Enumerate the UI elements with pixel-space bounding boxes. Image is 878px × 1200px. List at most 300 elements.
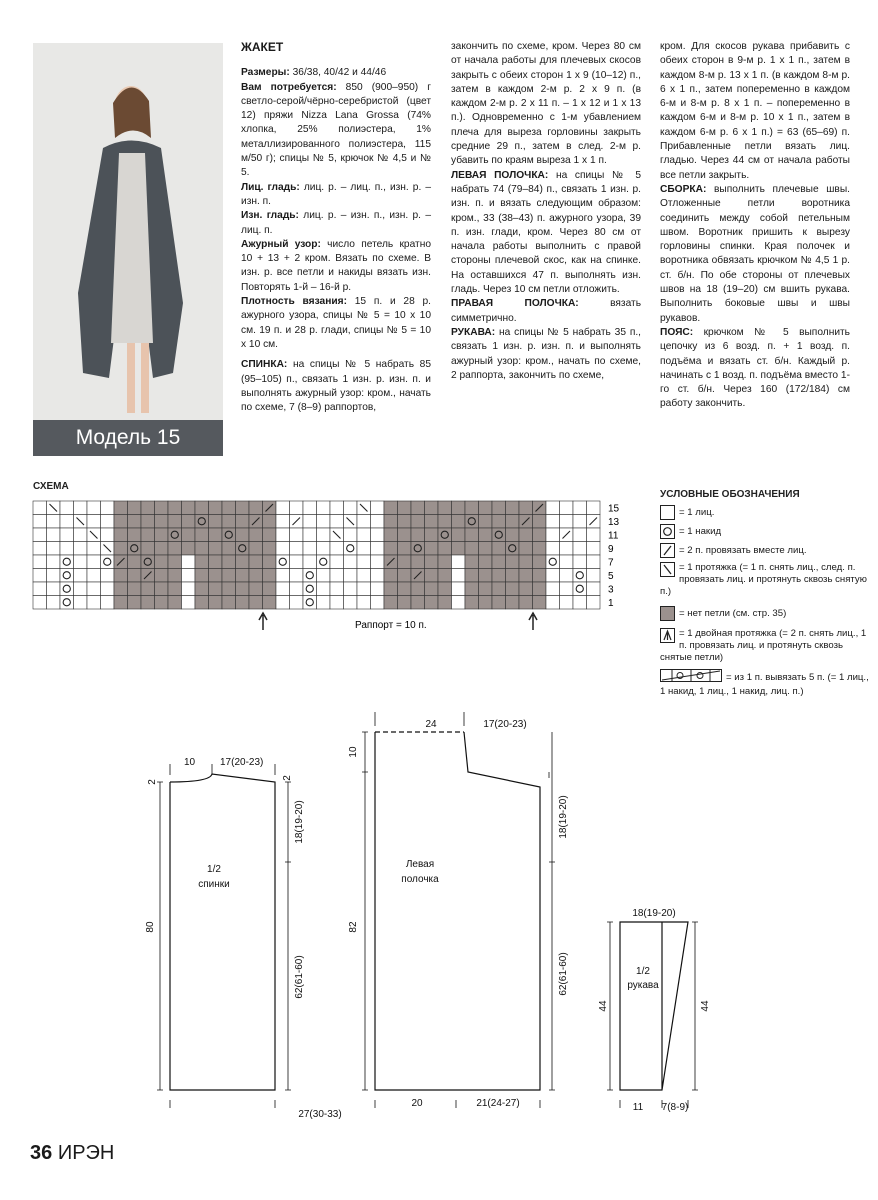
chart-cell-no-stitch	[438, 515, 452, 529]
sleeve-right-dim: 44	[700, 1000, 711, 1012]
back-top-right-dim: 17(20-23)	[220, 757, 264, 768]
chart-cell-no-stitch	[222, 501, 236, 515]
chart-cell	[357, 515, 371, 529]
rev-text: лиц. р. – изн. п., изн. р. – лиц. п.	[241, 210, 431, 236]
chart-cell-no-stitch	[155, 555, 169, 569]
chart-cell-no-stitch	[425, 596, 439, 610]
double-decrease-icon	[660, 628, 675, 643]
chart-cell-no-stitch	[141, 596, 155, 610]
chart-cell-no-stitch	[452, 515, 466, 529]
chart-cell-no-stitch	[236, 569, 250, 583]
front-side-dim: 62(61-60)	[558, 952, 569, 996]
back-top-left-dim: 10	[184, 757, 196, 768]
chart-cell-no-stitch	[519, 542, 533, 556]
chart-cell-no-stitch	[222, 569, 236, 583]
legend-item-no-stitch	[660, 606, 870, 621]
chart-cell	[290, 569, 304, 583]
chart-cell	[546, 555, 560, 569]
chart-cell	[276, 582, 290, 596]
chart-cell	[303, 555, 317, 569]
chart-cell-no-stitch	[492, 501, 506, 515]
legend-item-yo	[660, 524, 870, 539]
chart-cell	[330, 555, 344, 569]
back-label-1: 1/2	[207, 864, 221, 875]
chart-cell-no-stitch	[398, 555, 412, 569]
gauge-text: 15 п. и 28 р. ажурного узора, спицы № 5 = 10 x 10 см. 19 п. и 28 р. глади, спицы № 5 = 10 x 10 см.	[241, 296, 431, 350]
chart-cell	[371, 542, 385, 556]
chart-cell	[290, 542, 304, 556]
assembly-label: СБОРКА:	[660, 183, 707, 195]
chart-cell-no-stitch	[114, 515, 128, 529]
stst-text: лиц. р. – лиц. п., изн. р. – изн. п.	[241, 181, 431, 207]
chart-cell-no-stitch	[533, 596, 547, 610]
chart-cell	[546, 542, 560, 556]
legend-text: = 2 п. провязать вместе лиц.	[679, 545, 807, 557]
chart-cell-no-stitch	[168, 555, 182, 569]
chart-cell-no-stitch	[182, 528, 196, 542]
page-number: 36	[30, 1142, 53, 1164]
chart-cell	[47, 528, 61, 542]
chart-cell-no-stitch	[425, 501, 439, 515]
chart-cell	[47, 542, 61, 556]
sleeve-label-2: рукава	[627, 980, 659, 991]
sleeve-continued: кром. Для скосов рукава прибавить с обеих сторон в 9-м р. 1 x 1 п., затем в каждом 8-м р. 13 x 1 п. (в каждом 8-м р. 6 x 1 п., затем попеременно в каждом 6-м и 8-м р. 8 x 1 п. – попеременно в каждом 6-м и 8-м р. 10 x 1 п., затем в каждом 6-м р. 6 x 1 п.) = 63 (65–69) п. Прибавленные петли вязать лиц. гладью. Через 44 см от начала работы все петли закрыть.	[660, 41, 850, 181]
chart-cell-no-stitch	[465, 515, 479, 529]
chart-cell	[357, 542, 371, 556]
chart-cell	[357, 582, 371, 596]
legend-item-double-dec	[660, 628, 870, 664]
legend-item-ssk	[660, 562, 870, 598]
chart-cell	[344, 542, 358, 556]
chart-cell-no-stitch	[141, 515, 155, 529]
chart-cell-no-stitch	[425, 528, 439, 542]
legend-text: = 1 лиц.	[679, 507, 715, 519]
chart-cell-no-stitch	[411, 515, 425, 529]
chart-cell	[452, 582, 466, 596]
chart-cell-no-stitch	[425, 542, 439, 556]
chart-cell	[371, 528, 385, 542]
chart-cell	[371, 582, 385, 596]
rapport-label: Раппорт = 10 п.	[355, 620, 427, 631]
legend-text: = из 1 п. вывязать 5 п. (= 1 лиц., 1 накид, 1 лиц., 1 накид, лиц. п.)	[660, 672, 869, 697]
back-height-dim: 80	[145, 921, 156, 933]
chart-cell	[303, 542, 317, 556]
chart-cell-no-stitch	[249, 542, 263, 556]
chart-cell	[330, 569, 344, 583]
front-outline	[375, 732, 540, 1090]
front-top-left-dim: 24	[425, 719, 437, 730]
chart-cell	[33, 515, 47, 529]
chart-cell-no-stitch	[384, 582, 398, 596]
chart-cell-no-stitch	[479, 555, 493, 569]
chart-cell-no-stitch	[263, 528, 277, 542]
chart-cell-no-stitch	[195, 501, 209, 515]
chart-cell	[74, 569, 88, 583]
chart-cell-no-stitch	[506, 501, 520, 515]
left-front-text: на спицы № 5 набрать 74 (79–84) п., связать 1 изн. р. изн. п. и вязать следующим образом: кром., 33 (38–43) п. ажурного узора, 39 п. изн. глади, кром. Через 80 см от начала работы выполнить с правой стороны плечевой скос, как на спинке. На оставшихся 47 п. выполнять изн. гладь. Через 10 см петли отложить.	[451, 169, 642, 296]
chart-cell	[317, 555, 331, 569]
chart-cell-no-stitch	[479, 596, 493, 610]
chart-cell-no-stitch	[168, 596, 182, 610]
chart-cell-no-stitch	[506, 569, 520, 583]
chart-cell-no-stitch	[533, 555, 547, 569]
chart-cell-no-stitch	[263, 582, 277, 596]
chart-cell	[101, 501, 115, 515]
chart-cell-no-stitch	[479, 501, 493, 515]
chart-cell	[33, 569, 47, 583]
chart-cell	[276, 528, 290, 542]
chart-cell-no-stitch	[128, 596, 142, 610]
chart-cell-no-stitch	[222, 528, 236, 542]
belt-text: крючком № 5 выполнить цепочку из 6 возд. п. + 1 возд. п. подъёма и вязать ст. б/н. Каждый р. начинать с 1 возд. п. подъёма вместо 1-го ст. б/н. Через 160 (172/184) см работу закончить.	[660, 326, 850, 410]
chart-cell-no-stitch	[506, 555, 520, 569]
chart-cell	[74, 501, 88, 515]
chart-cell-no-stitch	[168, 528, 182, 542]
chart-cell-no-stitch	[411, 542, 425, 556]
chart-cell	[357, 528, 371, 542]
chart-cell-no-stitch	[411, 555, 425, 569]
front-armhole-dim: 18(19-20)	[558, 795, 569, 839]
chart-cell-no-stitch	[141, 582, 155, 596]
chart-cell	[101, 596, 115, 610]
chart-cell	[344, 528, 358, 542]
chart-cell-no-stitch	[492, 528, 506, 542]
chart-cell	[74, 596, 88, 610]
chart-cell	[74, 542, 88, 556]
chart-cell-no-stitch	[384, 596, 398, 610]
chart-cell-no-stitch	[398, 528, 412, 542]
chart-cell	[317, 501, 331, 515]
article-column-1	[241, 40, 431, 415]
chart-cell-no-stitch	[411, 582, 425, 596]
chart-cell-no-stitch	[438, 528, 452, 542]
chart-cell-no-stitch	[533, 528, 547, 542]
chart-cell	[87, 515, 101, 529]
chart-cell-no-stitch	[506, 582, 520, 596]
chart-cell	[276, 596, 290, 610]
chart-cell-no-stitch	[236, 582, 250, 596]
back-small-right-dim: 2	[282, 775, 293, 781]
chart-cell	[587, 501, 601, 515]
chart-row-number: 11	[608, 530, 619, 542]
chart-row-number: 7	[608, 557, 614, 569]
chart-cell	[101, 515, 115, 529]
knit-symbol-icon	[660, 505, 675, 520]
chart-cell	[573, 555, 587, 569]
chart-cell	[290, 596, 304, 610]
chart-cell-no-stitch	[249, 582, 263, 596]
front-label-1: Левая	[405, 859, 435, 870]
chart-cell-no-stitch	[114, 542, 128, 556]
chart-cell	[587, 542, 601, 556]
chart-cell	[276, 515, 290, 529]
chart-cell-no-stitch	[114, 596, 128, 610]
chart-row-number: 1	[608, 598, 614, 609]
chart-cell-no-stitch	[114, 582, 128, 596]
back-bottom-ticks	[170, 1100, 275, 1108]
garment-schematics	[140, 712, 740, 1132]
chart-cell-no-stitch	[425, 515, 439, 529]
chart-cell	[303, 569, 317, 583]
chart-cell-no-stitch	[263, 596, 277, 610]
chart-cell	[60, 528, 74, 542]
legend-item-knit	[660, 505, 870, 520]
back-small-left-dim: 2	[147, 779, 158, 785]
materials-label: Вам потребуется:	[241, 81, 337, 93]
chart-cell-no-stitch	[155, 542, 169, 556]
chart-cell	[33, 501, 47, 515]
stst-label: Лиц. гладь:	[241, 181, 300, 193]
chart-cell-no-stitch	[438, 555, 452, 569]
back-text: на спицы № 5 набрать 85 (95–105) п., связать 1 изн. р. изн. п. и выполнять ажурный узор: кром., начать по схеме, 7 (8–9) раппортов,	[241, 359, 431, 414]
chart-cell-no-stitch	[465, 596, 479, 610]
chart-cell-no-stitch	[195, 582, 209, 596]
chart-cell-no-stitch	[398, 596, 412, 610]
chart-cell-no-stitch	[425, 555, 439, 569]
chart-cell	[47, 582, 61, 596]
chart-cell-no-stitch	[168, 542, 182, 556]
legend-text: = нет петли (см. стр. 35)	[679, 608, 787, 620]
chart-cell-no-stitch	[249, 501, 263, 515]
chart-cell	[60, 596, 74, 610]
chart-cell	[60, 542, 74, 556]
five-from-one-icon	[660, 669, 722, 686]
back-outline	[170, 774, 275, 1090]
chart-cell-no-stitch	[492, 542, 506, 556]
chart-cell	[276, 555, 290, 569]
right-front-text: вязать симметрично.	[451, 298, 641, 324]
chart-cell-no-stitch	[533, 515, 547, 529]
chart-cell-no-stitch	[465, 528, 479, 542]
chart-cell	[371, 596, 385, 610]
chart-cell-no-stitch	[155, 582, 169, 596]
chart-cell-no-stitch	[195, 555, 209, 569]
chart-cell-no-stitch	[411, 501, 425, 515]
back-dim-lines	[157, 782, 291, 1090]
chart-cell-no-stitch	[479, 542, 493, 556]
chart-cell-no-stitch	[155, 569, 169, 583]
chart-cell	[573, 528, 587, 542]
front-label-2: полочка	[401, 874, 439, 885]
chart-cell-no-stitch	[114, 569, 128, 583]
chart-cell-no-stitch	[425, 569, 439, 583]
chart-cell	[546, 582, 560, 596]
knitting-chart	[30, 495, 640, 640]
chart-cell	[87, 542, 101, 556]
chart-cell	[87, 596, 101, 610]
chart-cell	[290, 582, 304, 596]
ssk-icon	[660, 562, 675, 577]
legend-text: = 1 накид	[679, 526, 722, 538]
chart-cell-no-stitch	[249, 528, 263, 542]
chart-cell-no-stitch	[533, 542, 547, 556]
chart-cell	[587, 596, 601, 610]
chart-cell	[276, 569, 290, 583]
chart-cell-no-stitch	[155, 501, 169, 515]
legend-text: = 1 протяжка (= 1 п. снять лиц., след. п. провязать лиц. и протянуть сквозь снятую п.)	[660, 562, 867, 597]
photo-caption: Модель 15	[33, 420, 223, 456]
sleeve-bottom-left-dim: 11	[632, 1102, 644, 1113]
chart-cell-no-stitch	[492, 555, 506, 569]
chart-cell-no-stitch	[128, 501, 142, 515]
chart-cell	[33, 555, 47, 569]
right-front-label: ПРАВАЯ ПОЛОЧКА:	[451, 298, 579, 310]
chart-cell	[546, 501, 560, 515]
magazine-brand: ИРЭН	[57, 1142, 115, 1164]
chart-cell-no-stitch	[384, 542, 398, 556]
chart-cell-no-stitch	[519, 555, 533, 569]
chart-cell-no-stitch	[249, 569, 263, 583]
chart-cell	[330, 501, 344, 515]
chart-cell-no-stitch	[236, 555, 250, 569]
chart-cell	[560, 582, 574, 596]
legend-item-k2tog	[660, 543, 870, 558]
back-bottom-dim: 27(30-33)	[298, 1109, 342, 1120]
chart-cell	[371, 569, 385, 583]
chart-cell-no-stitch	[411, 596, 425, 610]
chart-cell	[74, 528, 88, 542]
front-dim-lines	[362, 732, 555, 1090]
chart-cell-no-stitch	[384, 515, 398, 529]
back-side-dim: 62(61-60)	[294, 955, 305, 999]
chart-cell	[303, 515, 317, 529]
chart-cell	[101, 569, 115, 583]
chart-cell-no-stitch	[533, 569, 547, 583]
chart-cell	[452, 555, 466, 569]
chart-cell	[344, 569, 358, 583]
chart-cell	[371, 555, 385, 569]
chart-cell	[546, 528, 560, 542]
front-top-right-dim: 17(20-23)	[483, 719, 527, 730]
chart-cell-no-stitch	[209, 582, 223, 596]
sizes-label: Размеры:	[241, 67, 290, 79]
chart-cell-no-stitch	[222, 582, 236, 596]
chart-cell-no-stitch	[182, 515, 196, 529]
chart-cell-no-stitch	[263, 515, 277, 529]
chart-cell-no-stitch	[479, 582, 493, 596]
legend-item-increase	[660, 669, 870, 698]
chart-cell-no-stitch	[195, 596, 209, 610]
chart-cell-no-stitch	[398, 582, 412, 596]
chart-cell-no-stitch	[155, 596, 169, 610]
chart-cell	[573, 542, 587, 556]
chart-cell-no-stitch	[195, 542, 209, 556]
chart-cell-no-stitch	[114, 528, 128, 542]
chart-cell-no-stitch	[222, 515, 236, 529]
rev-label: Изн. гладь:	[241, 210, 299, 222]
chart-cell	[317, 528, 331, 542]
sleeve-label: РУКАВА:	[451, 326, 496, 338]
chart-cell	[371, 515, 385, 529]
chart-cell-no-stitch	[195, 515, 209, 529]
chart-cell-no-stitch	[209, 528, 223, 542]
chart-cell-no-stitch	[492, 582, 506, 596]
chart-cell-no-stitch	[209, 542, 223, 556]
chart-cell-no-stitch	[195, 528, 209, 542]
chart-cell-no-stitch	[438, 582, 452, 596]
chart-cell-no-stitch	[182, 542, 196, 556]
chart-cell-no-stitch	[398, 569, 412, 583]
chart-cell	[587, 582, 601, 596]
chart-cell-no-stitch	[209, 501, 223, 515]
chart-cell	[303, 501, 317, 515]
chart-cell	[317, 542, 331, 556]
left-front-label: ЛЕВАЯ ПОЛОЧКА:	[451, 169, 549, 181]
chart-cell	[573, 501, 587, 515]
back-label: СПИНКА:	[241, 359, 288, 371]
materials-text: 850 (900–950) г светло-серой/чёрно-серебристой (цвет 12) пряжи Nizza Lana Grossa (74% хлопка, 25% полиэстера, 1% металлизированного полиэстера, 115 м/50 г); спицы № 5, крючок № 4,5 и № 5.	[241, 81, 431, 179]
chart-cell	[357, 596, 371, 610]
chart-cell-no-stitch	[438, 542, 452, 556]
chart-cell	[290, 501, 304, 515]
chart-cell-no-stitch	[506, 515, 520, 529]
sleeve-top-dim: 18(19-20)	[632, 908, 676, 919]
chart-cell	[303, 528, 317, 542]
rapport-start-arrow	[259, 613, 267, 630]
chart-cell-no-stitch	[384, 501, 398, 515]
chart-cell	[344, 596, 358, 610]
chart-cell-no-stitch	[209, 515, 223, 529]
chart-cell	[47, 596, 61, 610]
sleeve-text: на спицы № 5 набрать 35 п., связать 1 изн. р. изн. п. и выполнять ажурный узор: кром., начать по схеме, 2 раппорта, закончить по схеме,	[451, 326, 641, 381]
chart-cell-no-stitch	[263, 542, 277, 556]
chart-row-number: 9	[608, 544, 614, 555]
model-illustration	[33, 43, 223, 420]
chart-cell-no-stitch	[155, 515, 169, 529]
chart-cell-no-stitch	[209, 569, 223, 583]
chart-cell-no-stitch	[209, 555, 223, 569]
chart-cell	[87, 582, 101, 596]
chart-row-number: 3	[608, 584, 614, 596]
chart-cell	[182, 569, 196, 583]
chart-cell-no-stitch	[519, 582, 533, 596]
chart-cell-no-stitch	[438, 569, 452, 583]
chart-cell	[344, 555, 358, 569]
chart-cell-no-stitch	[249, 555, 263, 569]
chart-cell	[290, 528, 304, 542]
chart-cell	[546, 596, 560, 610]
sleeve-bottom-right-dim: 7(8-9)	[661, 1102, 689, 1113]
chart-cell	[317, 569, 331, 583]
chart-cell-no-stitch	[209, 596, 223, 610]
chart-cell-no-stitch	[465, 555, 479, 569]
rapport-end-arrow	[529, 613, 537, 630]
legend-title: УСЛОВНЫЕ ОБОЗНАЧЕНИЯ	[660, 489, 800, 500]
legend-text: = 1 двойная протяжка (= 2 п. снять лиц., 1 п. провязать лиц. и протянуть сквозь снятые петли)	[660, 628, 867, 663]
chart-cell-no-stitch	[168, 501, 182, 515]
chart-cell	[74, 582, 88, 596]
chart-cell	[182, 582, 196, 596]
chart-cell-no-stitch	[438, 501, 452, 515]
sleeve-outline	[620, 922, 688, 1090]
chart-cell-no-stitch	[168, 569, 182, 583]
chart-cell	[182, 596, 196, 610]
chart-cell	[317, 515, 331, 529]
article-title: ЖАКЕТ	[241, 40, 284, 54]
front-bottom-left-dim: 20	[411, 1098, 423, 1109]
chart-cell	[87, 569, 101, 583]
chart-cell-no-stitch	[168, 515, 182, 529]
model-photo	[33, 43, 223, 456]
chart-cell-no-stitch	[384, 528, 398, 542]
chart-cell-no-stitch	[438, 596, 452, 610]
chart-cell	[560, 542, 574, 556]
chart-cell-no-stitch	[519, 528, 533, 542]
chart-cell	[47, 555, 61, 569]
chart-cell-no-stitch	[182, 501, 196, 515]
chart-cell	[33, 596, 47, 610]
chart-cell-no-stitch	[398, 542, 412, 556]
